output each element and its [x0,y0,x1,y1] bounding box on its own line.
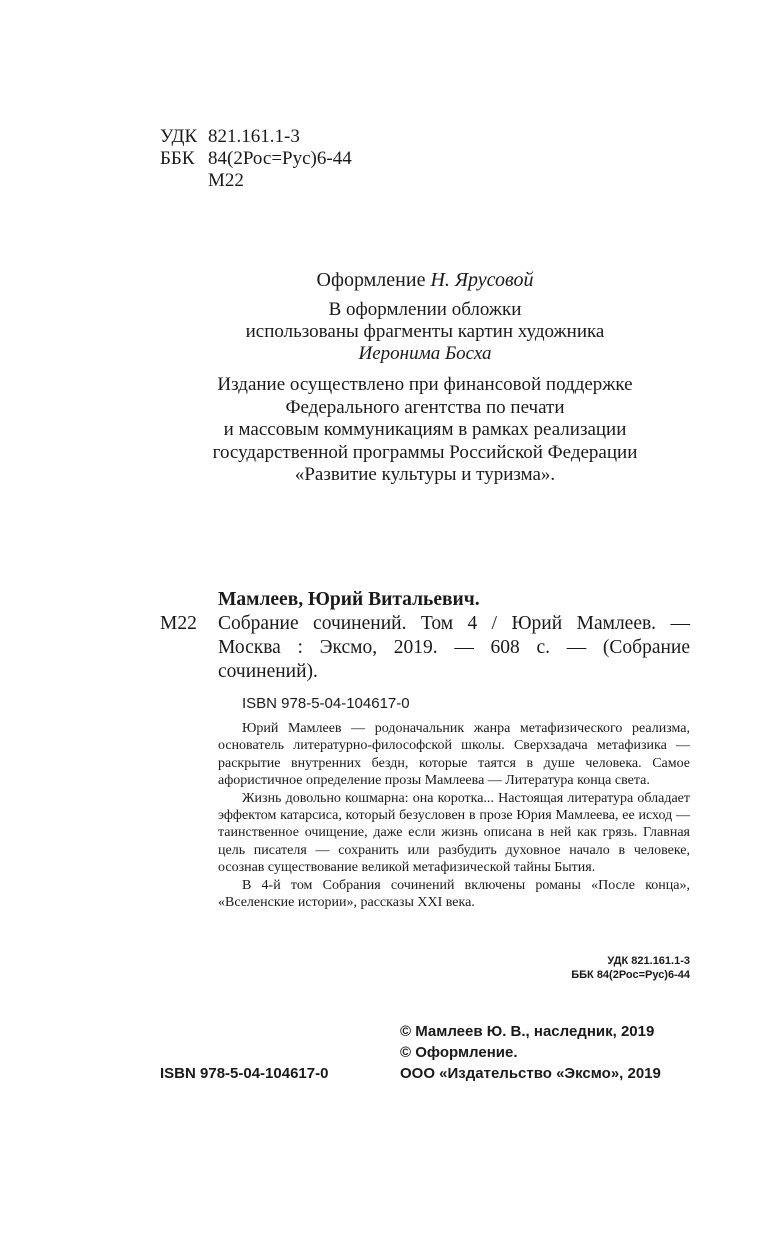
catalog-isbn: ISBN 978-5-04-104617-0 [242,695,410,712]
isbn-bottom: ISBN 978-5-04-104617-0 [160,1065,329,1082]
funding-line-5: «Развитие культуры и туризма». [294,464,556,485]
annotation-paragraph: В 4-й том Собрания сочинений включены романы «После конца», «Вселенские истории», рассказы XXI века. [218,877,690,911]
author-mark-row [160,170,352,192]
funding-line-2: Федерального агентства по печати [285,396,565,418]
bbk-code-row [160,148,352,170]
classification-codes [160,126,352,192]
funding-line-1: Издание осуществлено при финансовой поддержке [217,374,633,395]
design-credit-prefix: Оформление [316,269,426,291]
index-udc: УДК 821.161.1-3 [607,955,690,967]
index-codes [420,954,690,982]
funding-notice [110,374,740,487]
copyright-design: © Оформление. [400,1044,518,1061]
cover-credit [110,299,740,365]
copyright-publisher: ООО «Издательство «Эксмо», 2019 [400,1065,661,1082]
design-credit [110,268,740,292]
udc-code-row [160,126,352,148]
funding-line-4: государственной программы Российской Федерации [212,441,638,463]
copyright-block [400,1021,661,1084]
index-bbk: ББК 84(2Рос=Рус)6-44 [571,969,690,981]
annotation-paragraph: Юрий Мамлеев — родоначальник жанра метафизического реализма, основатель литературно-философской школы. Сверхзадача метафизика — раскрытие внутренних бездн, которые таятся в душе человека. Самое афористичное определение прозы Мамлеева — Литература конца света. [218,721,690,789]
annotation [218,720,690,911]
bbk-value: 84(2Рос=Рус)6-44 [208,148,352,169]
catalog-author: Мамлеев, Юрий Витальевич. [218,589,480,610]
artist-name: Иеронима Босха [358,343,492,364]
catalog-author-mark: М22 [160,613,197,634]
cover-credit-line-2: использованы фрагменты картин художника [245,321,605,342]
cover-credit-line-1: В оформлении обложки [328,299,522,320]
annotation-paragraph: Жизнь довольно кошмарна: она коротка... Настоящая литература обладает эффектом катарсиса, который безусловен в прозе Юрия Мамлеева, ее исход — таинственное очищение, даже если жизнь описана в ней как грязь. Главная цель писателя — сохранить или разбудить духовное начало в человеке, осознав существование великой метафизической тайны Бытия. [218,790,690,876]
funding-line-3: и массовым коммуникациям в рамках реализации [223,419,627,440]
udc-value: 821.161.1-3 [208,126,300,147]
author-mark-value: М22 [208,170,244,191]
bibliographic-description: Собрание сочинений. Том 4 / Юрий Мамлеев. — Москва : Эксмо, 2019. — 608 с. — (Собрание сочинений). [218,613,690,682]
udc-label: УДК [160,126,198,147]
copyright-author: © Мамлеев Ю. В., наследник, 2019 [400,1023,655,1040]
designer-name: Н. Ярусовой [430,269,534,291]
bbk-label: ББК [160,148,195,169]
